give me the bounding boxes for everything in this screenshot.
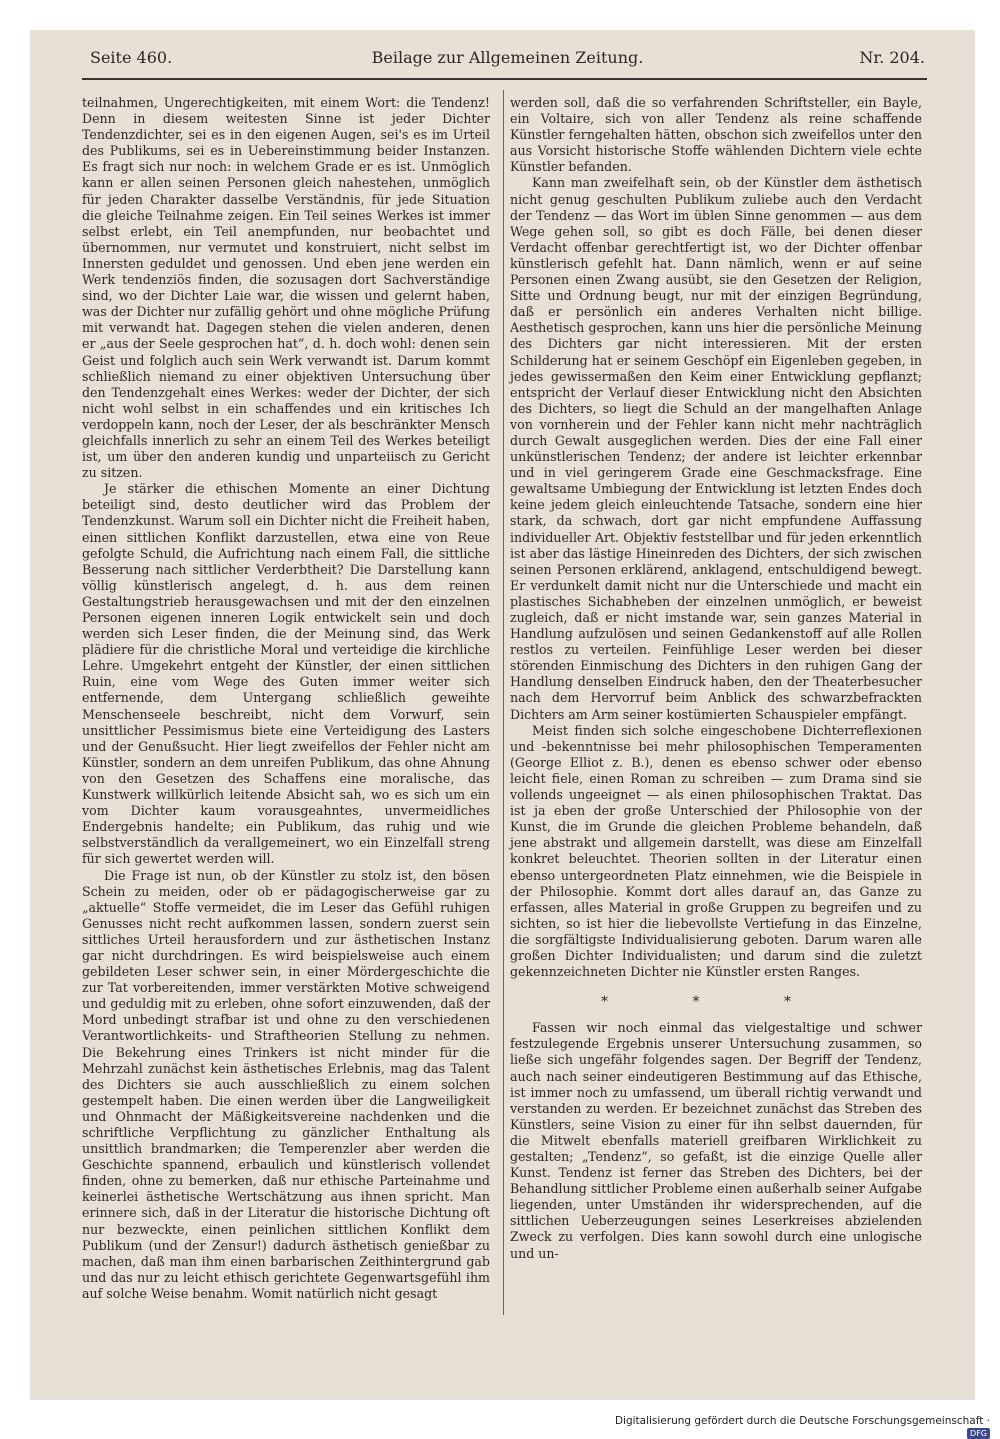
publication-title: Beilage zur Allgemeinen Zeitung. [371, 48, 644, 67]
right-paragraph-4: Fassen wir noch einmal das vielgestaltige und schwer festzulegende Ergebnis unserer Untersuchung zusammen, so ließe sich ungefähr folgendes sagen. Der Begriff der Tendenz, auch nach seiner eindeutigeren Bestimmung auf das Ethische, ist immer noch zu umfassend, um überall richtig verwandt und verstanden zu werden. Er bezeichnet zunächst das Streben des Künstlers, seine Vision zu einer für ihn selbst dauernden, für die Mitwelt ebenfalls materiell greifbaren Wirklichkeit zu gestalten; „Tendenz“, so gefaßt, ist die einzige Quelle aller Kunst. Tendenz ist ferner das Streben des Dichters, bei der Behandlung sittlicher Probleme einen außerhalb seiner Aufgabe liegenden, unter Umständen ihr widersprechenden, auf die sittlichen Ueberzeugungen seines Leserkreises abzielenden Zweck zu verfolgen. Dies kann sowohl durch eine unlogische und un- [510, 1020, 922, 1261]
left-paragraph-2: Je stärker die ethischen Momente an einer Dichtung beteiligt sind, desto deutlicher wird das Problem der Tendenzkunst. Warum soll ein Dichter nicht die Freiheit haben, einen sittlichen Konflikt darzustellen, etwa eine von Reue gefolgte Schuld, die Aufrichtung nach einem Fall, die sittliche Besserung nach sittlicher Verderbtheit? Die Darstellung kann völlig künstlerisch angelegt, d. h. aus dem reinen Gestaltungstrieb herausgewachsen und mit der den einzelnen Personen eigenen inneren Logik entwickelt sein und doch werden sich Leser finden, die der Meinung sind, das Werk plädiere für die christliche Moral und verteidige die kirchliche Lehre. Umgekehrt entgeht der Künstler, der einen sittlichen Ruin, eine vom Wege des Guten immer weiter sich entfernende, dem Untergang schließlich geweihte Menschenseele beschreibt, nicht dem Vorwurf, sein unsittlicher Pessimismus biete eine Verteidigung des Lasters und der Genußsucht. Hier liegt zweifellos der Fehler nicht am Künstler, sondern an dem unreifen Publikum, das ohne Ahnung von den Gesetzen des Schaffens eine moralische, das Kunstwerk willkürlich leitende Absicht sah, wo es sich um ein vom Dichter kaum vorausgeahntes, unvermeidliches Endergebnis handelte; ein Publikum, das ruhig und wie selbstverständlich da verallgemeinert, wo ein Einzelfall streng für sich gewertet werden will. [82, 481, 490, 867]
page-header [90, 48, 925, 76]
credit-text: Digitalisierung gefördert durch die Deutsche Forschungsgemeinschaft · [614, 1415, 990, 1427]
page-number: Seite 460. [90, 48, 173, 67]
digitization-credit [600, 1415, 990, 1438]
section-separator: * * * [601, 994, 831, 1011]
dfg-logo: DFG [967, 1428, 990, 1439]
left-paragraph-3: Die Frage ist nun, ob der Künstler zu stolz ist, den bösen Schein zu meiden, oder ob er pädagogischerweise gar zu „aktuelle“ Stoffe vermeidet, die im Leser das Gefühl ruhigen Genusses nicht recht aufkommen lassen, sondern zuerst sein sittliches Urteil herausfordern und zur ästhetischen Instanz gar nicht durchdringen. Es wird beispielsweise auch einem gebildeten Leser schwer sein, in einer Mördergeschichte die zur Tat vorbereitenden, immer verstärkten Motive schweigend und geduldig mit zu erleben, ohne sofort einzuwenden, daß der Mord unbedingt strafbar ist und ohne zu den verschiedenen Verantwortlichkeits- und Straftheorien Stellung zu nehmen. Die Bekehrung eines Trinkers ist nicht minder für die Mehrzahl zunächst kein ästhetisches Erlebnis, mag das Talent des Dichters sie auch ausschließlich zu einem solchen gestempelt haben. Die einen werden über die Langweiligkeit und Ohnmacht der Mäßigkeitsvereine nachdenken und die schriftliche Verpflichtung zu gänzlicher Enthaltung als unsittlich brandmarken; die Temperenzler aber werden die Geschichte spannend, erbaulich und künstlerisch vollendet finden, ohne zu bemerken, daß nur ethische Parteinahme und keinerlei ästhetische Wertschätzung aus ihnen spricht. Man erinnere sich, daß in der Literatur die historische Dichtung oft nur bezweckte, einen peinlichen sittlichen Konflikt dem Publikum (und der Zensur!) dadurch ästhetisch genießbar zu machen, daß man ihm einen barbarischen Zeithintergrund gab und das nur zu leicht ethisch gerichtete Gegenwartsgefühl ihm auf solche Weise benahm. Womit natürlich nicht gesagt [82, 867, 490, 1301]
left-column [82, 95, 490, 1320]
column-divider [503, 90, 504, 1315]
right-paragraph-3: Meist finden sich solche eingeschobene Dichterreflexionen und -bekenntnisse bei mehr philosophischen Temperamenten (George Elliot z. B.), denen es ebenso schwer oder ebenso leicht fiele, einen Roman zu schreiben — zum Drama sind sie vollends ungeeignet — als einen philosophischen Traktat. Das ist ja eben der große Unterschied der Philosophie von der Kunst, die im Grunde die gleichen Probleme behandeln, daß jene abstrakt und allgemein darstellt, was diese am Einzelfall konkret beleuchtet. Theorien sollten in der Literatur einen ebenso untergeordneten Platz einnehmen, wie die Beispiele in der Philosophie. Kommt dort alles darauf an, das Ganze zu erfassen, alles Material in große Gruppen zu begreifen und zu sichten, so ist hier die liebevollste Vertiefung in das Einzelne, die sorgfältigste Individualisierung geboten. Darum waren alle großen Dichter Individualisten; und darum sind die zuletzt gekennzeichneten Dichter nie Künstler ersten Ranges. [510, 722, 922, 980]
header-rule [82, 78, 927, 80]
issue-number: Nr. 204. [859, 48, 925, 67]
right-paragraph-1: werden soll, daß die so verfahrenden Schriftsteller, ein Bayle, ein Voltaire, sich von aller Tendenz als reine schaffende Künstler ferngehalten hätten, obschon sich zweifellos unter den aus Vorsicht historische Stoffe wählenden Dichtern viele echte Künstler befanden. [510, 95, 922, 175]
right-column [510, 95, 922, 1320]
left-paragraph-1: teilnahmen, Ungerechtigkeiten, mit einem Wort: die Tendenz! Denn in diesem weitesten Sinne ist jeder Dichter Tendenzdichter, sei es in den eigenen Augen, sei's es im Urteil des Publikums, sei es in Uebereinstimmung beider Instanzen. Es fragt sich nur noch: in welchem Grade er es ist. Unmöglich kann er allen seinen Personen gleich nahestehen, unmöglich für jeden Charakter dasselbe Verständnis, für jede Situation die gleiche Teilnahme zeigen. Ein Teil seines Werkes ist immer selbst erlebt, ein Teil anempfunden, nur beobachtet und übernommen, nur vermutet und konstruiert, nicht selbst im Innersten geduldet und genossen. Und eben jene werden ein Werk tendenziös finden, die sozusagen dort Sachverständige sind, wo der Dichter Laie war, die wissen und gelernt haben, was der Dichter nur zufällig gehört und ohne mögliche Prüfung mit verwandt hat. Dagegen stehen die vielen anderen, denen er „aus der Seele gesprochen hat“, d. h. doch wohl: denen sein Geist und folglich auch sein Werk verwandt ist. Darum kommt schließlich niemand zu einer objektiven Untersuchung über den Tendenzgehalt eines Werkes: weder der Dichter, der sich nicht wohl selbst in ein schaffendes und ein kritisches Ich verdoppeln kann, noch der Leser, der als beschränkter Mensch gleichfalls innerlich zu sehr an einem Teil des Werkes beteiligt ist, um über den anderen kundig und unparteiisch zu Gericht zu sitzen. [82, 95, 490, 481]
right-paragraph-2: Kann man zweifelhaft sein, ob der Künstler dem ästhetisch nicht genug geschulten Publikum zuliebe auch den Verdacht der Tendenz — das Wort im üblen Sinne genommen — aus dem Wege gehen soll, so gibt es doch Fälle, bei denen dieser Verdacht offenbar gerechtfertigt ist, wo der Dichter offenbar künstlerisch gefehlt hat. Dann nämlich, wenn er auf seine Personen einen Zwang ausübt, sie den Gesetzen der Religion, Sitte und Ordnung beugt, nur mit der einzigen Begründung, daß er persönlich ein anderes Verhalten nicht billige. Aesthetisch gesprochen, kann uns hier die persönliche Meinung des Dichters gar nicht interessieren. Mit der ersten Schilderung hat er seinem Geschöpf ein Eigenleben gegeben, in jedes gewissermaßen den Keim einer Entwicklung gepflanzt; entspricht der Verlauf dieser Entwicklung nicht den Absichten des Dichters, so liegt die Schuld an der mangelhaften Anlage von vornherein und der Fehler kann nicht mehr nachträglich durch Gewalt ausgeglichen werden. Dies der eine Fall einer unkünstlerischen Tendenz; der andere ist leichter erkennbar und in viel geringerem Grade eine Geschmacksfrage. Eine gewaltsame Umbiegung der Entwicklung ist letzten Endes doch keine jedem gleich einleuchtende Tatsache, sondern eine hier stark, da schwach, dort gar nicht empfundene Auffassung individueller Art. Objektiv feststellbar und für jeden erkenntlich ist aber das lästige Hineinreden des Dichters, der sich zwischen seinen Personen erklärend, anklagend, entschuldigend bewegt. Er verdunkelt damit nicht nur die Unterschiede und macht ein plastisches Sichabheben der einzelnen unmöglich, er beweist zugleich, daß er nicht imstande war, sein ganzes Material in Handlung aufzulösen und seinen Gedankenstoff auf alle Rollen restlos zu verteilen. Feinfühlige Leser werden bei dieser störenden Einmischung des Dichters in den ruhigen Gang der Handlung denselben Eindruck haben, den der Theaterbesucher nach dem Hervorruf beim Anblick des schwarzbefrackten Dichters am Arm seiner kostümierten Schauspieler empfängt. [510, 175, 922, 722]
